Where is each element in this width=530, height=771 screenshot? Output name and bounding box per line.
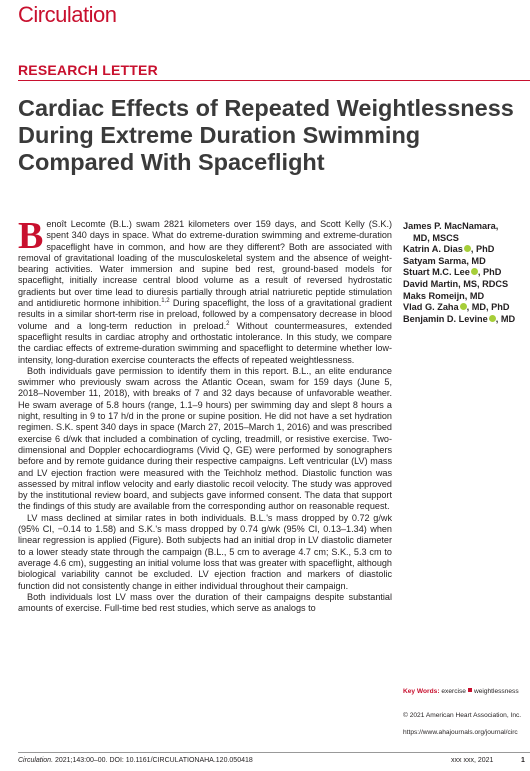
copyright-notice: © 2021 American Heart Association, Inc.: [403, 712, 522, 719]
orcid-icon[interactable]: [489, 315, 496, 322]
drop-cap: B: [18, 215, 44, 257]
page-number: 1: [521, 757, 525, 764]
author-name[interactable]: Katrin A. Dias , PhD: [403, 244, 495, 255]
author-name[interactable]: James P. MacNamara,: [403, 221, 499, 231]
paragraph-discussion: Both individuals lost LV mass over the duration of their campaigns despite substantial amounts of exercise. Full-time bed rest studies, which serve as analogs to: [18, 591, 392, 614]
orcid-icon[interactable]: [464, 245, 471, 252]
journal-name: Circulation: [18, 2, 117, 27]
section-label: RESEARCH LETTER: [18, 62, 158, 78]
journal-url-link[interactable]: https://www.ahajournals.org/journal/circ: [403, 729, 518, 736]
author-name[interactable]: Vlad G. Zaha , MD, PhD: [403, 302, 510, 313]
intro-text-b: During spaceflight, the loss of a gravitational gradient results in a similar short-term rise in preload, followed by a compensatory decrease in blood volume and a long-term reduction in preload.: [18, 298, 392, 331]
article-body: [18, 215, 392, 614]
footer-journal: Circulation.: [18, 757, 54, 764]
author-name[interactable]: Maks Romeijn, MD: [403, 290, 485, 301]
key-words: [403, 688, 530, 695]
author-name[interactable]: Benjamin D. Levine , MD: [403, 313, 516, 324]
intro-text-a: enoît Lecomte (B.L.) swam 2821 kilometers over 159 days, and Scott Kelly (S.K.) spent 340 days in space. What do extreme-duration swimming and extreme-duration spaceflight have in common, and how are they different? Both are associated with removal of gravitational loading of the musculoskeletal system and the absence of weight-bearing activities. Water immersion and supine bed rest, ground-based models for spaceflight, initially increase central blood volume as a result of reversed hydrostatic gradients but over time lead to diuresis partially through atrial natriuretic peptide stimulation and antidiuretic hormone inhibition.: [18, 219, 392, 309]
footer-citation: [18, 757, 253, 764]
author-name[interactable]: Stuart M.C. Lee , PhD: [403, 267, 502, 278]
author-list: [403, 221, 530, 325]
author-name[interactable]: David Martin, MS, RDCS: [403, 278, 509, 289]
orcid-icon[interactable]: [471, 268, 478, 275]
paragraph-intro: [18, 215, 392, 366]
footer-doi[interactable]: 2021;143:00–00. DOI: 10.1161/CIRCULATIONAHA.120.050418: [53, 757, 253, 764]
citation-ref[interactable]: 2: [226, 320, 230, 327]
footer-divider: [18, 752, 530, 753]
orcid-icon[interactable]: [460, 303, 467, 310]
keyword-separator-icon: [468, 688, 472, 692]
paragraph-methods: Both individuals gave permission to identify them in this report. B.L., an elite endurance swimmer who previously swam across the Atlantic Ocean, swam for 159 days (June 5, 2018–November 11, 2018), with breaks of 7 and 32 days because of unfavorable weather. He swam average of 5.8 hours (range, 1.1–9 hours) per swimming day and slept 8 hours a night, resulting in 9 to 17 h/d in the prone or supine position. He did not have a set hydration regimen. S.K. spent 340 days in space (March 27, 2015–March 1, 2016) and was prescribed exercise 6 d/wk that included a combination of cycling, treadmill, or resistive exercise. Two-dimensional and Doppler echocardiograms (Vivid Q, GE) were performed by sonographers before and by remote guidance during their respective campaigns. Left ventricular (LV) mass and LV ejection fraction were measured with the Teichholz method. Diastolic function was assessed by mitral inflow velocity and early diastolic recoil velocity. The study was approved by the institutional review board, and subjects gave informed consent. The data that support the findings of this study are available from the corresponding author on reasonable request.: [18, 365, 392, 512]
section-divider: [18, 80, 530, 81]
author-name[interactable]: Satyam Sarma, MD: [403, 255, 486, 266]
article-title: Cardiac Effects of Repeated Weightlessness During Extreme Duration Swimming Compared With Spaceflight: [18, 95, 514, 175]
citation-ref[interactable]: 1,2: [161, 298, 170, 305]
author-degree: MD, MSCS: [413, 232, 459, 243]
footer-date: xxx xxx, 2021: [451, 757, 494, 764]
keyword[interactable]: weightlessness: [473, 688, 519, 695]
key-words-label: Key Words:: [403, 688, 440, 695]
keyword[interactable]: exercise: [441, 688, 466, 695]
intro-text-c: Without countermeasures, extended spaceflight results in cardiac atrophy and orthostatic intolerance. In this study, we compare the cardiac effects of extreme-duration swimming and spaceflight to determine whether low-intensity, long-duration exercise counteracts the effects of repeated weightlessness.: [18, 320, 392, 365]
paragraph-results: LV mass declined at similar rates in both individuals. B.L.'s mass dropped by 0.72 g/wk (95% CI, −0.14 to 1.58) and S.K.'s mass dropped by 0.74 g/wk (95% CI, 0.13–1.34) when linear regression is applied (Figure). Both subjects had an initial drop in LV diastolic diameter to a lower steady state through the campaign (B.L., 5 cm to average 4.7 cm; S.K., 5.3 cm to average 4.6 cm), suggesting an initial volume loss that was greater with spaceflight, although biological variability cannot be excluded. LV ejection fraction and markers of diastolic function did not consistently change in either individual throughout their campaign.: [18, 512, 392, 591]
